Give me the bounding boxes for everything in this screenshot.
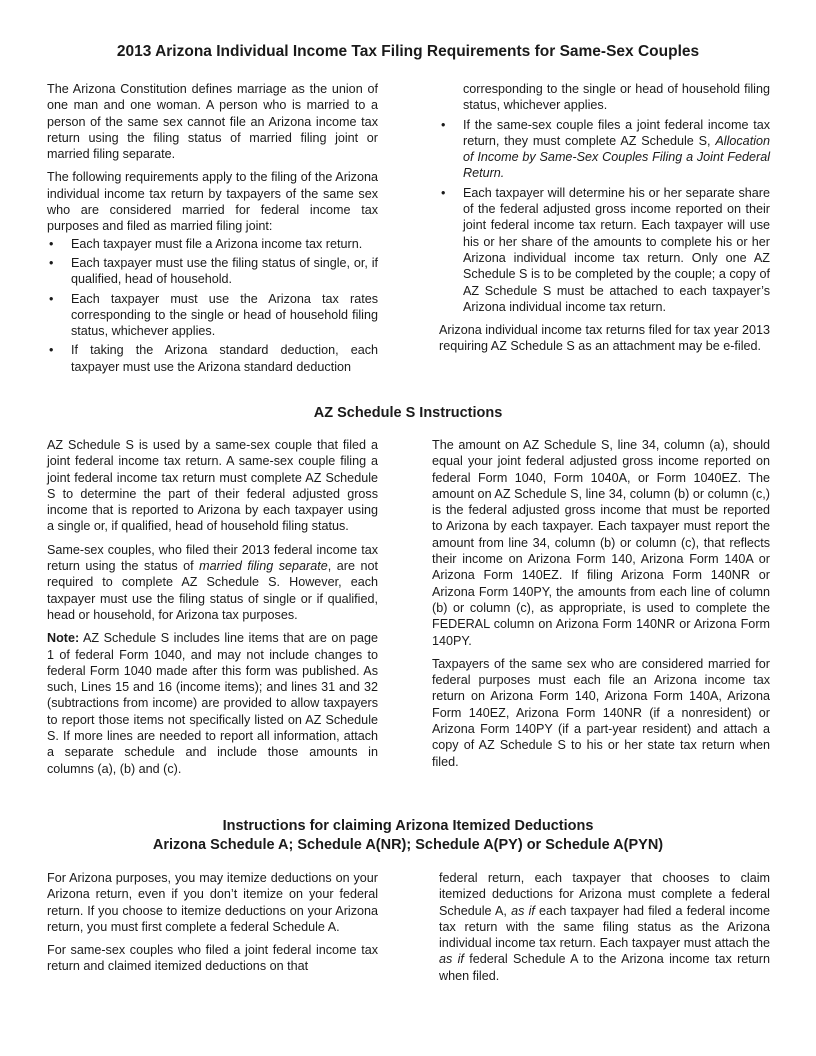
list-item-continued: corresponding to the single or head of household filing status, whichever applies. (463, 82, 770, 113)
s2-left-column (47, 437, 378, 784)
paragraph (439, 870, 770, 984)
s1-left-column (47, 81, 378, 382)
list-item: • If taking the Arizona standard deduction, each taxpayer must use the Arizona standard deduction (47, 342, 378, 375)
text: federal return, each taxpayer that chooses to claim itemized deductions for Arizona must complete a federal Schedule A, (439, 871, 770, 918)
list-item: • Each taxpayer will determine his or her separate share of the federal adjusted gross income reported on their joint federal income tax return. Each taxpayer will use his or her share of the amounts to complete his or her Arizona individual income tax return. Only one AZ Schedule S is to be completed by the couple; a copy of AZ Schedule S must be attached to each taxpayer’s Arizona individual income tax return. (439, 185, 770, 315)
section-heading: Instructions for claiming Arizona Itemized Deductions (222, 818, 594, 834)
text: AZ Schedule S includes line items that are on page 1 of federal Form 1040, and may not include changes to federal Form 1040 made after this form was published. As such, Lines 15 and 16 (income items); and lines 31 and 32 (subtractions from income) are provided to allow taxpayers to report those items not specifically listed on AZ Schedule S. If more lines are needed to report all information, attach a separate schedule and include those amounts in columns (a), (b) and (c). (47, 631, 378, 776)
note-paragraph (47, 630, 378, 777)
list-item: • Each taxpayer must use the Arizona tax rates corresponding to the single or head of household filing status, whichever applies. (47, 291, 378, 340)
text: If the same-sex couple files a joint federal income tax return, they must complete AZ Schedule S, (463, 117, 770, 148)
page-title: 2013 Arizona Individual Income Tax Filing Requirements for Same-Sex Couples (116, 43, 700, 60)
s2-right-column (432, 437, 770, 777)
s1-right-column (439, 81, 770, 362)
list-item (439, 117, 770, 182)
schedule-title: Allocation of Income by Same-Sex Couples Filing a Joint Federal Return. (463, 133, 770, 181)
paragraph (47, 542, 378, 623)
paragraph: Arizona individual income tax returns filed for tax year 2013 requiring AZ Schedule S as an attachment may be e-filed. (439, 323, 770, 354)
note-label: Note: (47, 631, 80, 646)
section-heading: AZ Schedule S Instructions (313, 405, 503, 421)
paragraph: The Arizona Constitution defines marriage as the union of one man and one woman. A person who is married to a person of the same sex cannot file an Arizona income tax return using the filing status of married filing joint or married filing separate. (47, 82, 378, 162)
section-subheading: Arizona Schedule A; Schedule A(NR); Schedule A(PY) or Schedule A(PYN) (152, 837, 664, 853)
text: federal Schedule A to the Arizona income tax return when filed. (439, 952, 770, 983)
text: each taxpayer had filed a federal income tax return with the same filing status as the Arizona individual income tax return. Each taxpayer must attach the (439, 903, 770, 951)
text: Same-sex couples, who filed their 2013 federal income tax return using the status of (47, 542, 378, 574)
paragraph: For Arizona purposes, you may itemize deductions on your Arizona return, even if you don’t itemize on your federal return. If you choose to itemize deductions on your Arizona return, you must first complete a federal Schedule A. (47, 871, 378, 934)
s3-left-column (47, 870, 378, 982)
paragraph: AZ Schedule S is used by a same-sex couple that filed a joint federal income tax return. A same-sex couple filing a joint federal income tax return must complete AZ Schedule S to determine the part of their federal adjusted gross income that is reported to Arizona by each taxpayer using a single or, if qualified, head of household filing status. (47, 438, 378, 534)
requirements-list (47, 236, 378, 375)
list-item: • Each taxpayer must file a Arizona income tax return. (47, 236, 378, 252)
paragraph: For same-sex couples who filed a joint federal income tax return and claimed itemized deductions on that (47, 943, 378, 974)
list-item: • Each taxpayer must use the filing status of single, or, if qualified, head of household. (47, 255, 378, 288)
s3-right-column (439, 870, 770, 991)
text-italic: as if (439, 952, 464, 967)
requirements-list (439, 117, 770, 316)
paragraph: The following requirements apply to the filing of the Arizona individual income tax return by taxpayers of the same sex who are considered married for federal income tax purposes and filed as married filing joint: (47, 170, 378, 234)
paragraph: Taxpayers of the same sex who are considered married for federal purposes must each file an Arizona income tax return on Arizona Form 140, Arizona Form 140A, Arizona Form 140EZ, Arizona Form 140NR (if a nonresident) or Arizona Form 140PY (if a part-year resident) and attach a copy of AZ Schedule S to his or her state tax return when filed. (432, 656, 770, 769)
paragraph: The amount on AZ Schedule S, line 34, column (a), should equal your joint federal adjusted gross income reported on federal Form 1040, Form 1040A, or Form 1040EZ. The amount on AZ Schedule S, line 34, column (b) or column (c,) is the federal adjusted gross income that must be reported to Arizona by each taxpayer. Each taxpayer must report the amount from line 34, column (b) or column (c), that reflects their income on Arizona Form 140, Arizona Form 140A or Arizona Form 140EZ. If filing Arizona Form 140NR or Arizona Form 140PY, the amounts from each line of column (b) or column (c), as appropriate, is used to complete the FEDERAL column on Arizona Form 140NR or Arizona Form 140PY. (432, 438, 770, 648)
text-italic: married filing separate (199, 559, 328, 574)
text: , are not required to complete AZ Schedule S. However, each taxpayer must use the filing status of single or if qualified, head or household, for Arizona tax purposes. (47, 559, 378, 622)
text-italic: as if (511, 903, 535, 918)
